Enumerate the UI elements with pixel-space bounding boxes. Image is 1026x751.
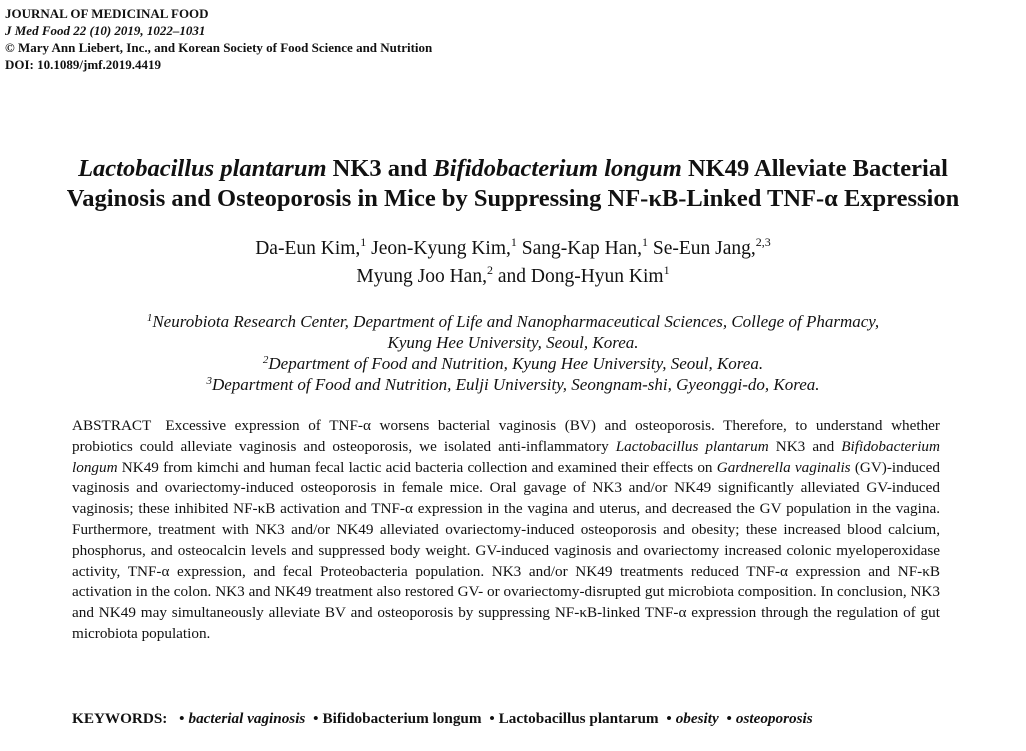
copyright-line: © Mary Ann Liebert, Inc., and Korean Society of Food Science and Nutrition (5, 40, 433, 55)
keyword-bullet: • (313, 710, 319, 727)
author: and Dong-Hyun Kim (497, 266, 664, 287)
keyword: Bifidobacterium longum (322, 710, 482, 727)
author-list (0, 235, 1026, 291)
abstract-label: ABSTRACT (72, 417, 152, 434)
author: Se-Eun Jang, (652, 238, 756, 259)
keyword: obesity (675, 710, 719, 727)
journal-citation: J Med Food 22 (10) 2019, 1022–1031 (5, 23, 206, 38)
title-species-1: Lactobacillus plantarum (78, 155, 327, 182)
affiliation-3: $^3$Department of Food and Nutrition, Eulji University, Seongnam-shi, Gyeonggi-do, Korea. (206, 375, 820, 394)
keyword-bullet: • (666, 710, 672, 727)
author-affiliation-mark: 1 (663, 263, 670, 277)
title-text-3: Vaginosis and Osteoporosis in Mice by Suppressing NF-κB-Linked TNF-α Expression (66, 185, 960, 212)
author: Myung Joo Han, (356, 266, 487, 287)
keywords-label: KEYWORDS: (72, 710, 168, 727)
keyword-bullet: • (726, 710, 732, 727)
keyword-bullet: • (489, 710, 495, 727)
journal-name: JOURNAL OF MEDICINAL FOOD (5, 6, 209, 21)
affiliation-2: $^2$Department of Food and Nutrition, Kyung Hee University, Seoul, Korea. (262, 354, 764, 373)
title-text-2: NK49 Alleviate Bacterial (681, 155, 948, 182)
author: Da-Eun Kim, (255, 238, 361, 259)
doi-line: DOI: 10.1089/jmf.2019.4419 (5, 57, 161, 72)
affiliation-1: $^1$Neurobiota Research Center, Department of Life and Nanopharmaceutical Sciences, College of Pharmacy, Kyung Hee University, Seoul, Korea. (146, 312, 880, 352)
article-title (0, 154, 1026, 214)
keyword: Lactobacillus plantarum (498, 710, 659, 727)
keywords (72, 709, 972, 729)
author-affiliation-mark: 1 (510, 235, 517, 249)
abstract: ABSTRACT Excessive expression of TNF-α worsens bacterial vaginosis (BV) and osteoporosis. Therefore, to understand whether probiotics could alleviate vaginosis and osteoporosis, we isolated anti-inflammatory Lactobacillus plantarum NK3 and Bifidobacterium longum NK49 from kimchi and human fecal lactic acid bacteria collection and examined their effects on Gardnerella vaginalis (GV)-induced vaginosis and ovariectomy-induced osteoporosis in female mice. Oral gavage of NK3 and/or NK49 significantly alleviated GV-induced vaginosis; these inhibited NF-κB activation and TNF-α expression in the vagina and uterus, and decreased the GV population in the vagina. Furthermore, treatment with NK3 and/or NK49 alleviated ovariectomy-induced osteoporosis and obesity; these increased blood calcium, phosphorus, and osteocalcin levels and suppressed body weight. GV-induced vaginosis and ovariectomy increased colonic myeloperoxidase activity, TNF-α expression, and fecal Proteobacteria population. NK3 and/or NK49 treatments reduced TNF-α expression and NF-κB activation in the colon. NK3 and NK49 treatment also restored GV- or ovariectomy-disrupted gut microbiota composition. In conclusion, NK3 and NK49 may simultaneously alleviate BV and osteoporosis by suppressing NF-κB-linked TNF-α expression through the regulation of gut microbiota population. (72, 417, 941, 642)
affiliation-list (0, 311, 1026, 395)
title-text-1: NK3 and (326, 155, 434, 182)
title-species-2: Bifidobacterium longum (433, 155, 682, 182)
author-affiliation-mark: 1 (642, 235, 648, 249)
author-affiliation-mark: 1 (360, 235, 367, 249)
journal-masthead (5, 5, 432, 73)
keyword-bullet: • (179, 710, 185, 727)
author: Sang-Kap Han, (521, 238, 642, 259)
author: Jeon-Kyung Kim, (371, 238, 511, 259)
author-affiliation-mark: 2 (486, 263, 493, 277)
keyword: osteoporosis (735, 710, 813, 727)
keyword: bacterial vaginosis (188, 710, 306, 727)
author-affiliation-mark: 2,3 (755, 235, 771, 249)
